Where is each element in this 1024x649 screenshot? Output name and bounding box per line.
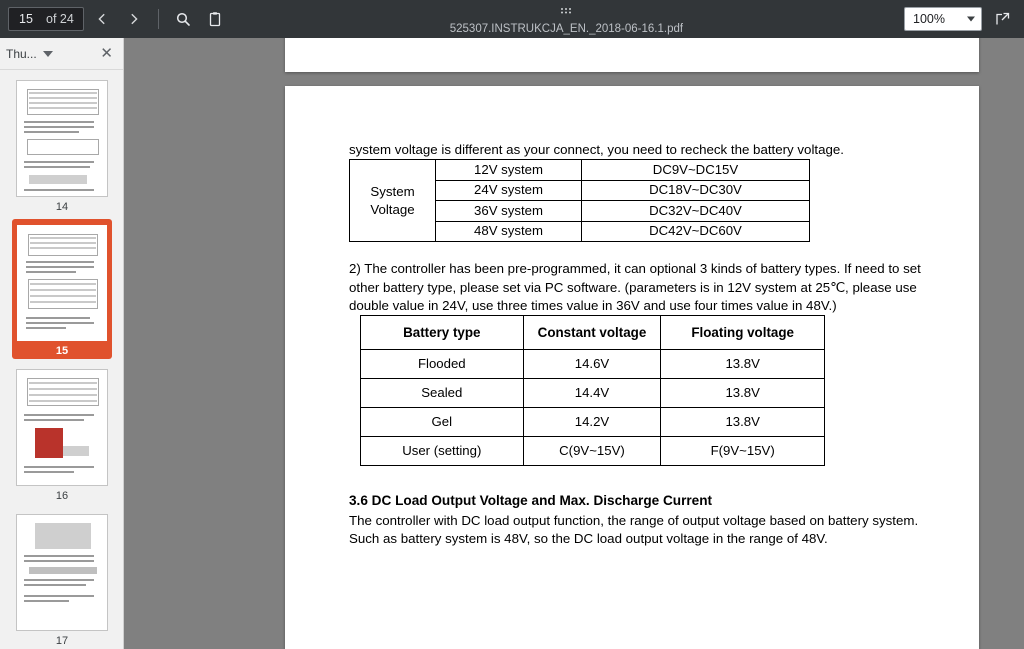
- constant-voltage-cell: C(9V~15V): [523, 437, 661, 466]
- thumbnail-item-14[interactable]: [0, 70, 124, 215]
- table-row: [361, 350, 825, 379]
- toolbar-right-group: [904, 5, 1024, 33]
- close-icon[interactable]: ✕: [100, 45, 113, 62]
- thumbnail-item-15[interactable]: [12, 219, 112, 359]
- thumbnail-item-16[interactable]: [0, 359, 124, 504]
- system-cell: 24V system: [436, 180, 582, 201]
- floating-voltage-cell: 13.8V: [661, 350, 825, 379]
- section-body-3-6: The controller with DC load output function, the range of output voltage based on battery system. Such as battery system is 48V, so the DC load output voltage in the range of 48V.: [349, 513, 919, 547]
- toolbar-divider: [158, 9, 159, 29]
- chevron-down-icon: [967, 17, 975, 22]
- battery-type-cell: Flooded: [361, 350, 524, 379]
- thumbnail-item-17[interactable]: [0, 504, 124, 649]
- chevron-down-icon[interactable]: [43, 51, 53, 57]
- range-cell: DC9V~DC15V: [582, 160, 810, 181]
- range-cell: DC32V~DC40V: [582, 201, 810, 222]
- pdf-page-15: [285, 86, 979, 649]
- pdf-page-viewport[interactable]: [124, 38, 1024, 649]
- toolbar-center-group: [229, 4, 904, 35]
- paragraph-battery-types: 2) The controller has been pre-programmed, it can optional 3 kinds of battery types. If need to set other battery type, please set via PC software. (parameters is in 12V system at 25℃, please use double value in 24V, use three times value in 36V and use four times value in 48V.): [349, 261, 921, 314]
- system-voltage-table: [349, 159, 810, 242]
- thumbnail-preview[interactable]: [16, 514, 108, 631]
- table-row: [361, 379, 825, 408]
- page-number-input[interactable]: [9, 9, 43, 29]
- constant-voltage-cell: 14.4V: [523, 379, 661, 408]
- sidebar-panel-title: Thu...: [6, 46, 37, 61]
- next-page-button[interactable]: [120, 5, 148, 33]
- table-row: [361, 408, 825, 437]
- document-title: 525307.INSTRUKCJA_EN._2018-06-16.1.pdf: [449, 22, 684, 35]
- floating-voltage-cell: F(9V~15V): [661, 437, 825, 466]
- battery-type-cell: User (setting): [361, 437, 524, 466]
- floating-voltage-cell: 13.8V: [661, 408, 825, 437]
- table-header-row: [361, 316, 825, 350]
- clipboard-icon[interactable]: [201, 5, 229, 33]
- section-heading-3-6: 3.6 DC Load Output Voltage and Max. Discharge Current: [349, 493, 713, 509]
- zoom-value: 100%: [913, 12, 945, 26]
- label-line-1: System: [370, 183, 415, 199]
- constant-voltage-cell: 14.2V: [523, 408, 661, 437]
- previous-page-bottom: [285, 38, 979, 72]
- column-header: Battery type: [361, 316, 524, 350]
- thumbnail-preview[interactable]: [16, 369, 108, 486]
- battery-type-table: [360, 315, 825, 466]
- system-cell: 36V system: [436, 201, 582, 222]
- system-cell: 48V system: [436, 221, 582, 242]
- sidebar-header: [0, 38, 123, 70]
- drag-handle-icon[interactable]: [559, 4, 573, 22]
- system-voltage-label: [350, 160, 436, 242]
- thumbnail-label: 17: [55, 635, 69, 647]
- label-line-2: Voltage: [370, 201, 415, 217]
- table-row: [350, 160, 810, 181]
- table-row: [361, 437, 825, 466]
- battery-type-cell: Sealed: [361, 379, 524, 408]
- thumbnail-preview[interactable]: [16, 80, 108, 197]
- search-icon[interactable]: [169, 5, 197, 33]
- thumbnail-label: 15: [55, 345, 69, 357]
- battery-type-cell: Gel: [361, 408, 524, 437]
- pdf-toolbar: [0, 0, 1024, 38]
- page-number-box[interactable]: [8, 7, 84, 31]
- open-in-new-icon[interactable]: [988, 5, 1016, 33]
- column-header: Floating voltage: [661, 316, 825, 350]
- thumbnail-preview[interactable]: [17, 225, 107, 341]
- thumbnail-label: 14: [55, 201, 69, 213]
- range-cell: DC18V~DC30V: [582, 180, 810, 201]
- floating-voltage-cell: 13.8V: [661, 379, 825, 408]
- thumbnail-label: 16: [55, 490, 69, 502]
- page-total-label: of 24: [46, 12, 74, 26]
- constant-voltage-cell: 14.6V: [523, 350, 661, 379]
- previous-page-button[interactable]: [88, 5, 116, 33]
- zoom-select[interactable]: [904, 7, 982, 31]
- thumbnail-list[interactable]: [0, 70, 124, 649]
- lead-paragraph: system voltage is different as your connect, you need to recheck the battery voltage.: [349, 142, 844, 157]
- thumbnail-sidebar: [0, 38, 124, 649]
- range-cell: DC42V~DC60V: [582, 221, 810, 242]
- system-cell: 12V system: [436, 160, 582, 181]
- toolbar-left-group: [0, 5, 229, 33]
- column-header: Constant voltage: [523, 316, 661, 350]
